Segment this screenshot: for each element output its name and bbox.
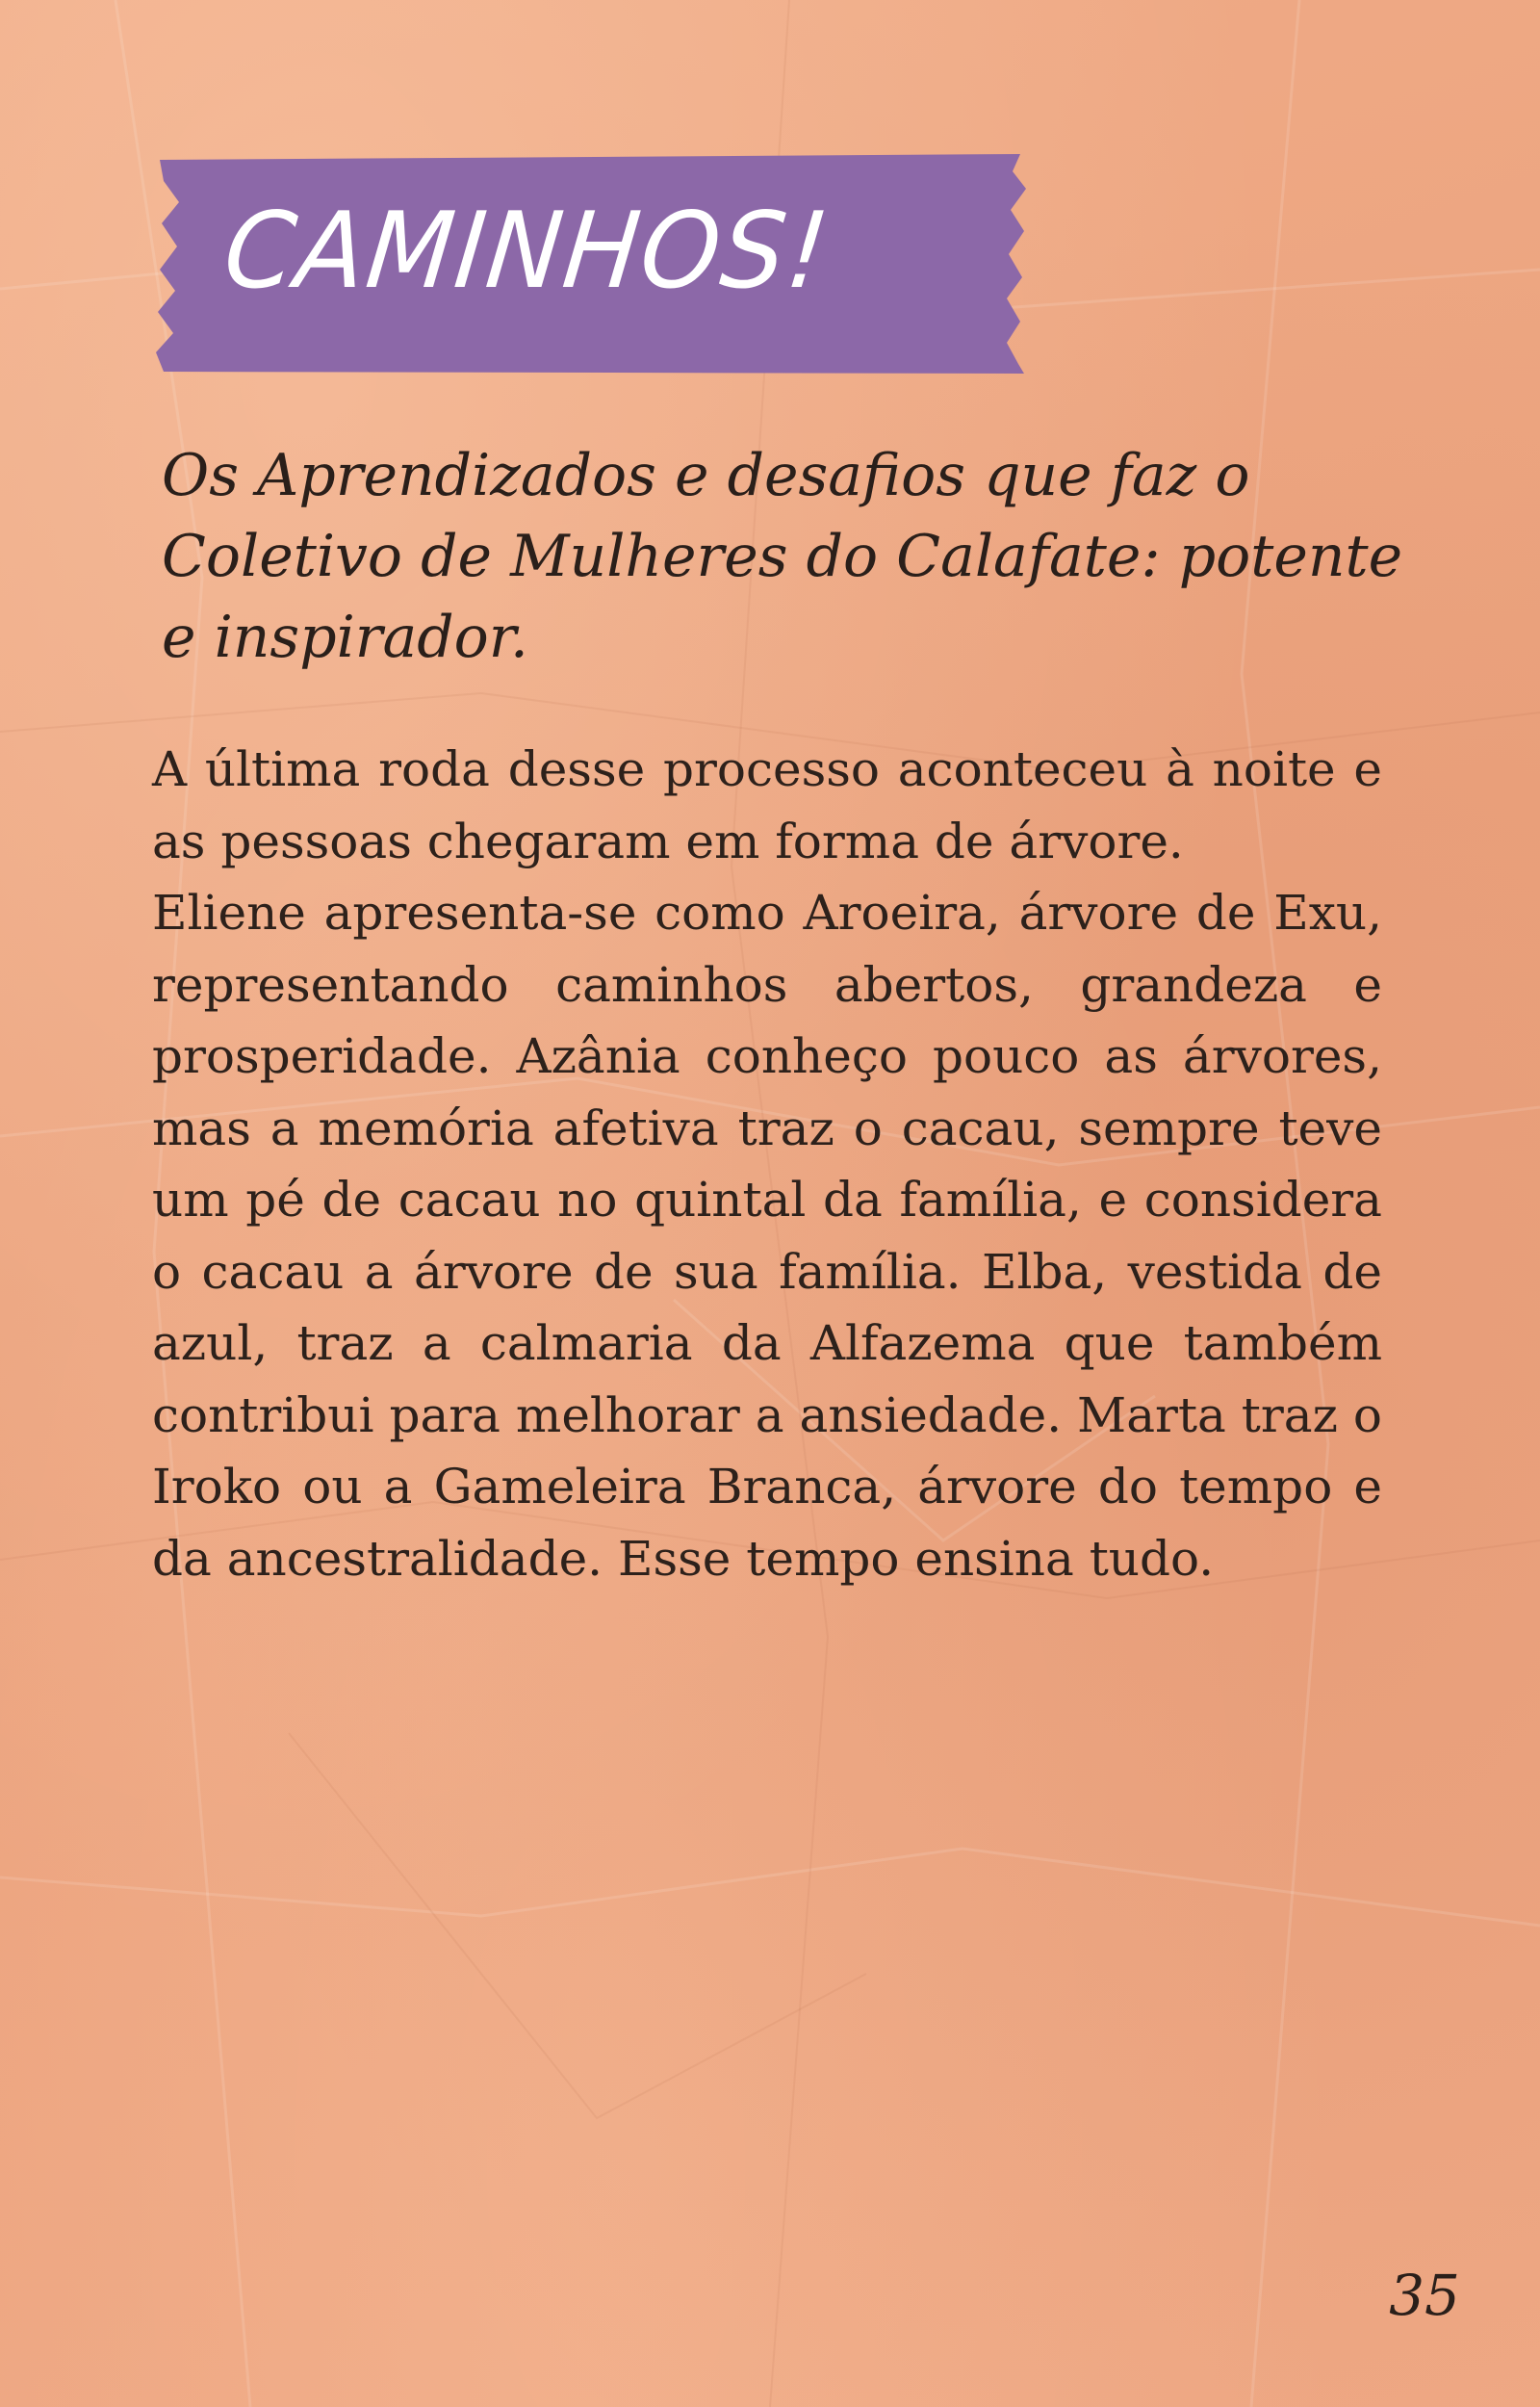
subtitle: Os Aprendizados e desafios que faz o Coletivo de Mulheres do Calafate: potente e inspirador. (162, 442, 1403, 671)
page-title: CAMINHOS! (218, 188, 836, 313)
body-text (152, 734, 1382, 1594)
page-number: 35 (1389, 2263, 1460, 2328)
title-banner (154, 154, 1030, 375)
paragraph-1: A última roda desse processo aconteceu à noite e as pessoas chegaram em forma de árvore. (152, 741, 1382, 869)
paragraph-2: Eliene apresenta-se como Aroeira, árvore de Exu, representando caminhos abertos, grandeza e prosperidade. Azânia conheço pouco as árvores, mas a memória afetiva traz o cacau, sempre teve um pé de cacau no quintal da família, e considera o cacau a árvore de sua família. Elba, vestida de azul, traz a calmaria da Alfazema que também contribui para melhorar a ansiedade. Marta traz o Iroko ou a Gameleira Branca, árvore do tempo e da ancestralidade. Esse tempo ensina tudo. (152, 885, 1382, 1587)
